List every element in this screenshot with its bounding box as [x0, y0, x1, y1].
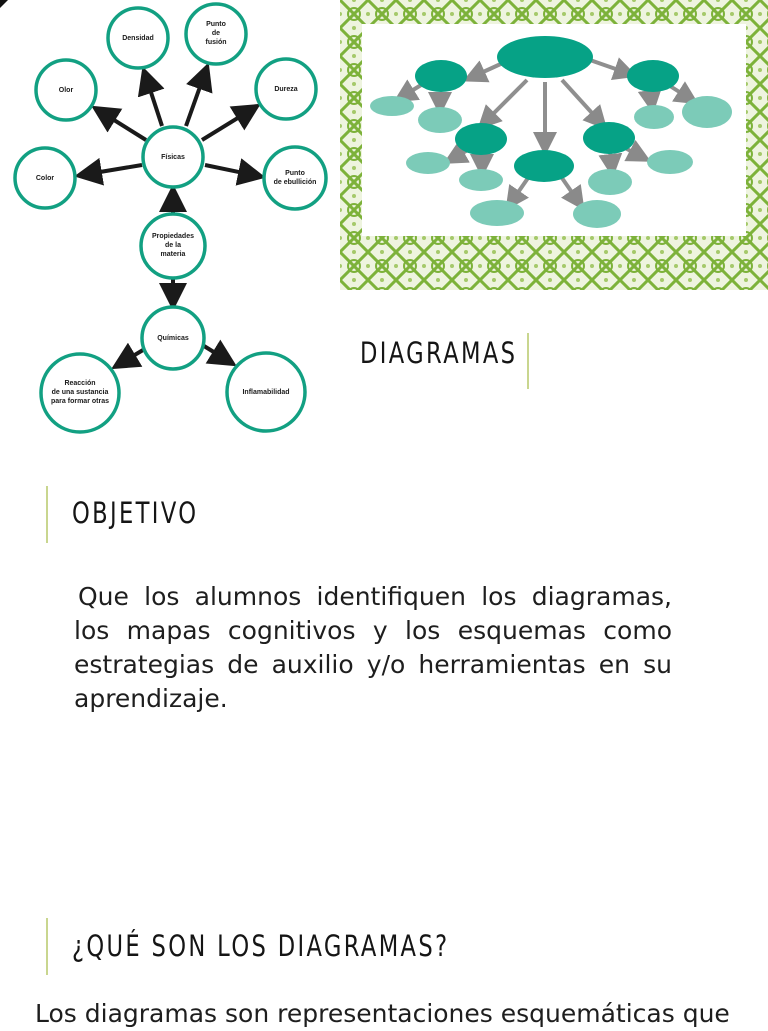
svg-text:Olor: Olor	[58, 87, 74, 94]
node-color	[15, 148, 75, 208]
objective-divider	[46, 486, 48, 543]
svg-text:de la: de la	[165, 242, 181, 249]
arrow-to-reaccion	[118, 350, 143, 365]
node-inflamabilidad	[227, 353, 305, 431]
svg-text:de: de	[211, 30, 221, 37]
svg-text:Inflamabilidad: Inflamabilidad	[242, 389, 290, 396]
svg-text:de ebullición: de ebullición	[273, 179, 317, 186]
svg-text:Color: Color	[35, 175, 55, 182]
definition-heading: ¿QUÉ SON LOS DIAGRAMAS?	[72, 929, 450, 963]
node-fisicas	[143, 127, 203, 187]
arrow-to-color	[82, 165, 142, 175]
svg-text:Dureza: Dureza	[274, 86, 298, 93]
svg-text:Punto: Punto	[285, 170, 305, 177]
node-punto-fusion	[186, 4, 246, 64]
svg-text:Químicas: Químicas	[157, 335, 189, 342]
arrow-to-olor	[98, 110, 146, 140]
svg-text:Reacción: Reacción	[64, 380, 96, 387]
objective-heading: OBJETIVO	[72, 496, 199, 530]
svg-text:para formar otras: para formar otras	[51, 398, 109, 405]
node-quimicas	[142, 307, 204, 369]
concept-map-diagram	[0, 0, 340, 440]
hierarchy-diagram-image	[340, 0, 768, 290]
objective-text: Que los alumnos identifiquen los diagramas, los mapas cognitivos y los esquemas como estrategias de auxilio y/o herramientas en su aprendizaje.	[74, 582, 672, 713]
page-title: DIAGRAMAS	[360, 336, 518, 370]
svg-text:materia: materia	[160, 251, 186, 258]
node-propiedades-materia	[141, 214, 205, 278]
svg-text:Físicas: Físicas	[161, 154, 185, 161]
arrow-to-inflamabilidad	[204, 346, 230, 362]
node-dureza	[256, 59, 316, 119]
node-reaccion	[41, 354, 119, 432]
arrow-to-dureza	[202, 108, 254, 140]
definition-text: Los diagramas son representaciones esquemáticas que	[35, 999, 730, 1028]
svg-text:de una sustancia: de una sustancia	[51, 389, 109, 396]
arrow-to-fusion	[186, 70, 206, 126]
node-olor	[36, 60, 96, 120]
svg-text:fusión: fusión	[205, 39, 227, 46]
svg-text:Propiedades: Propiedades	[151, 233, 195, 240]
node-punto-ebullicion	[264, 147, 326, 209]
svg-text:Densidad: Densidad	[122, 35, 154, 42]
arrow-to-ebullicion	[205, 165, 258, 176]
definition-divider	[46, 918, 48, 975]
svg-text:Punto: Punto	[206, 21, 226, 28]
arrow-to-densidad	[145, 74, 162, 126]
node-densidad	[108, 8, 168, 68]
title-divider	[527, 333, 529, 389]
